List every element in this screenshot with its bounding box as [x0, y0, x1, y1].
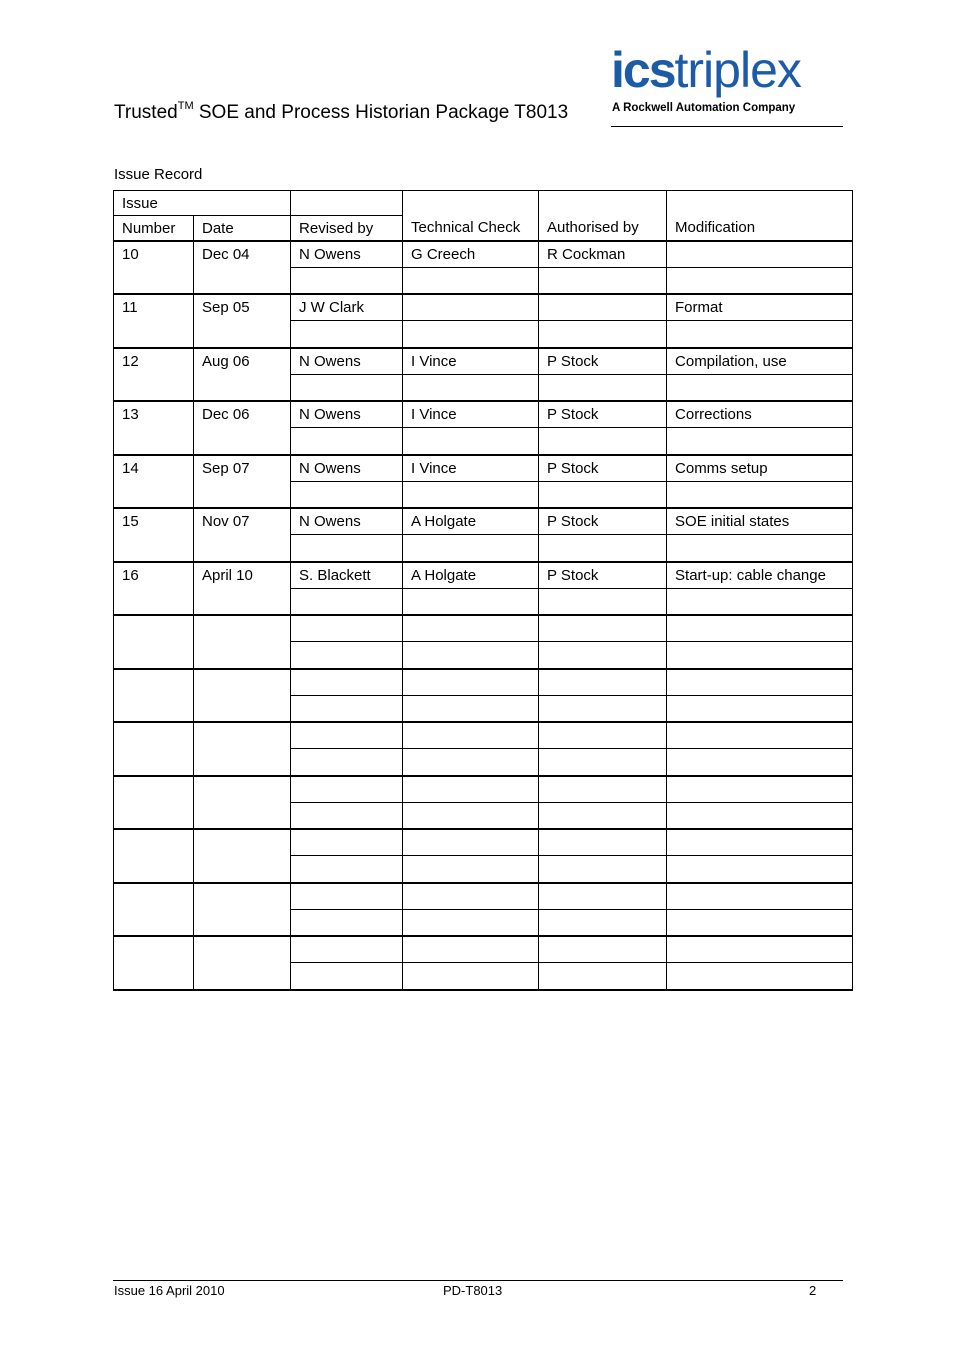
- issue-number-cell: 10: [114, 241, 194, 295]
- blank-cell: [403, 428, 539, 455]
- column-header-modification: Modification: [667, 191, 853, 241]
- blank-cell: [667, 856, 853, 883]
- issue-number-cell: [114, 669, 194, 723]
- authorised-by-cell: [539, 294, 667, 321]
- revised-by-cell: N Owens: [291, 401, 403, 428]
- blank-cell: [539, 802, 667, 829]
- blank-cell: [403, 374, 539, 401]
- table-row: [114, 241, 853, 268]
- blank-cell: [667, 535, 853, 562]
- revised-by-cell: [291, 776, 403, 803]
- authorised-by-cell: P Stock: [539, 401, 667, 428]
- blank-cell: [291, 695, 403, 722]
- footer-issue: Issue 16 April 2010: [114, 1283, 225, 1298]
- authorised-by-cell: [539, 669, 667, 696]
- blank-cell: [539, 481, 667, 508]
- issue-date-cell: [194, 776, 291, 830]
- blank-cell: [403, 909, 539, 936]
- column-header-date: Date: [194, 216, 291, 241]
- blank-cell: [403, 535, 539, 562]
- footer-rule: [113, 1280, 843, 1281]
- blank-cell: [403, 749, 539, 776]
- header-spacer: [291, 191, 403, 216]
- table-row: [114, 669, 853, 696]
- blank-cell: [403, 802, 539, 829]
- modification-cell: Comms setup: [667, 455, 853, 482]
- issue-record-table: [113, 190, 853, 991]
- blank-cell: [291, 749, 403, 776]
- table-row: [114, 829, 853, 856]
- blank-cell: [667, 267, 853, 294]
- table-row: [114, 508, 853, 535]
- issue-number-cell: [114, 615, 194, 669]
- technical-check-cell: [403, 615, 539, 642]
- blank-cell: [667, 802, 853, 829]
- modification-cell: Corrections: [667, 401, 853, 428]
- blank-cell: [667, 588, 853, 615]
- revised-by-cell: [291, 936, 403, 963]
- issue-number-cell: 11: [114, 294, 194, 348]
- blank-cell: [403, 963, 539, 990]
- blank-cell: [403, 481, 539, 508]
- issue-date-cell: [194, 615, 291, 669]
- issue-number-cell: 15: [114, 508, 194, 562]
- blank-cell: [291, 802, 403, 829]
- authorised-by-cell: [539, 776, 667, 803]
- revised-by-cell: N Owens: [291, 241, 403, 268]
- blank-cell: [403, 267, 539, 294]
- technical-check-cell: [403, 829, 539, 856]
- blank-cell: [291, 481, 403, 508]
- authorised-by-cell: [539, 615, 667, 642]
- authorised-by-cell: P Stock: [539, 508, 667, 535]
- modification-cell: SOE initial states: [667, 508, 853, 535]
- blank-cell: [539, 695, 667, 722]
- company-logo: [611, 42, 843, 122]
- revised-by-cell: N Owens: [291, 455, 403, 482]
- issue-date-cell: [194, 936, 291, 990]
- blank-cell: [403, 321, 539, 348]
- authorised-by-cell: P Stock: [539, 348, 667, 375]
- table-row: [114, 455, 853, 482]
- blank-cell: [667, 695, 853, 722]
- blank-cell: [403, 642, 539, 669]
- modification-cell: [667, 829, 853, 856]
- modification-cell: [667, 669, 853, 696]
- modification-cell: [667, 776, 853, 803]
- table-row: [114, 401, 853, 428]
- issue-date-cell: [194, 669, 291, 723]
- technical-check-cell: [403, 669, 539, 696]
- modification-cell: [667, 722, 853, 749]
- issue-number-cell: 14: [114, 455, 194, 509]
- issue-number-cell: [114, 883, 194, 937]
- blank-cell: [291, 374, 403, 401]
- column-header-revised-by: Revised by: [291, 216, 403, 241]
- footer-page-number: 2: [809, 1283, 817, 1298]
- technical-check-cell: I Vince: [403, 455, 539, 482]
- column-header-number: Number: [114, 216, 194, 241]
- section-label: Issue Record: [114, 166, 203, 183]
- technical-check-cell: A Holgate: [403, 508, 539, 535]
- blank-cell: [539, 374, 667, 401]
- revised-by-cell: [291, 615, 403, 642]
- blank-cell: [539, 428, 667, 455]
- blank-cell: [291, 428, 403, 455]
- authorised-by-cell: R Cockman: [539, 241, 667, 268]
- technical-check-cell: [403, 294, 539, 321]
- blank-cell: [539, 588, 667, 615]
- blank-cell: [291, 321, 403, 348]
- issue-date-cell: Sep 05: [194, 294, 291, 348]
- issue-date-cell: Dec 06: [194, 401, 291, 455]
- revised-by-cell: [291, 722, 403, 749]
- technical-check-cell: A Holgate: [403, 562, 539, 589]
- blank-cell: [539, 749, 667, 776]
- table-row: [114, 615, 853, 642]
- title-suffix: SOE and Process Historian Package T8013: [193, 102, 569, 123]
- blank-cell: [291, 267, 403, 294]
- modification-cell: Format: [667, 294, 853, 321]
- revised-by-cell: N Owens: [291, 348, 403, 375]
- revised-by-cell: N Owens: [291, 508, 403, 535]
- revised-by-cell: [291, 669, 403, 696]
- blank-cell: [539, 642, 667, 669]
- title-prefix: Trusted: [114, 102, 178, 123]
- blank-cell: [667, 321, 853, 348]
- blank-cell: [667, 481, 853, 508]
- blank-cell: [403, 588, 539, 615]
- authorised-by-cell: [539, 722, 667, 749]
- table-row: [114, 776, 853, 803]
- issue-date-cell: [194, 883, 291, 937]
- technical-check-cell: [403, 883, 539, 910]
- modification-cell: Start-up: cable change: [667, 562, 853, 589]
- blank-cell: [667, 642, 853, 669]
- revised-by-cell: [291, 829, 403, 856]
- blank-cell: [291, 856, 403, 883]
- table-header-row-1: [114, 191, 853, 216]
- modification-cell: [667, 615, 853, 642]
- blank-cell: [667, 749, 853, 776]
- blank-cell: [667, 428, 853, 455]
- logo-triplex: triplex: [674, 42, 801, 98]
- document-title: [114, 100, 568, 124]
- blank-cell: [667, 963, 853, 990]
- blank-cell: [539, 321, 667, 348]
- technical-check-cell: I Vince: [403, 401, 539, 428]
- blank-cell: [403, 856, 539, 883]
- issue-date-cell: Nov 07: [194, 508, 291, 562]
- table-row: [114, 883, 853, 910]
- logo-wordmark: [611, 42, 801, 98]
- technical-check-cell: [403, 776, 539, 803]
- issue-date-cell: [194, 722, 291, 776]
- blank-cell: [667, 909, 853, 936]
- blank-cell: [291, 642, 403, 669]
- technical-check-cell: [403, 722, 539, 749]
- issue-number-cell: [114, 829, 194, 883]
- issue-date-cell: April 10: [194, 562, 291, 616]
- trademark-superscript: TM: [177, 100, 194, 112]
- blank-cell: [539, 963, 667, 990]
- issue-date-cell: Aug 06: [194, 348, 291, 402]
- blank-cell: [291, 909, 403, 936]
- authorised-by-cell: P Stock: [539, 562, 667, 589]
- issue-group-header: Issue: [114, 191, 291, 216]
- authorised-by-cell: [539, 883, 667, 910]
- issue-number-cell: [114, 776, 194, 830]
- revised-by-cell: [291, 883, 403, 910]
- logo-ics: ics: [611, 42, 675, 98]
- blank-cell: [539, 856, 667, 883]
- authorised-by-cell: P Stock: [539, 455, 667, 482]
- logo-tagline: A Rockwell Automation Company: [612, 102, 796, 114]
- issue-number-cell: 16: [114, 562, 194, 616]
- technical-check-cell: I Vince: [403, 348, 539, 375]
- issue-date-cell: Sep 07: [194, 455, 291, 509]
- authorised-by-cell: [539, 936, 667, 963]
- blank-cell: [291, 963, 403, 990]
- table-row: [114, 562, 853, 589]
- issue-number-cell: 13: [114, 401, 194, 455]
- blank-cell: [667, 374, 853, 401]
- blank-cell: [539, 909, 667, 936]
- blank-cell: [291, 535, 403, 562]
- table-row: [114, 348, 853, 375]
- table-row: [114, 936, 853, 963]
- column-header-authorised-by: Authorised by: [539, 191, 667, 241]
- column-header-technical-check: Technical Check: [403, 191, 539, 241]
- footer-document-id: PD-T8013: [443, 1283, 503, 1298]
- technical-check-cell: G Creech: [403, 241, 539, 268]
- blank-cell: [539, 535, 667, 562]
- revised-by-cell: J W Clark: [291, 294, 403, 321]
- authorised-by-cell: [539, 829, 667, 856]
- table-row: [114, 294, 853, 321]
- revised-by-cell: S. Blackett: [291, 562, 403, 589]
- blank-cell: [403, 695, 539, 722]
- issue-number-cell: 12: [114, 348, 194, 402]
- technical-check-cell: [403, 936, 539, 963]
- modification-cell: [667, 936, 853, 963]
- blank-cell: [291, 588, 403, 615]
- blank-cell: [539, 267, 667, 294]
- issue-date-cell: [194, 829, 291, 883]
- modification-cell: [667, 241, 853, 268]
- table-row: [114, 722, 853, 749]
- issue-number-cell: [114, 936, 194, 990]
- issue-number-cell: [114, 722, 194, 776]
- header-rule: [611, 126, 843, 127]
- modification-cell: [667, 883, 853, 910]
- issue-date-cell: Dec 04: [194, 241, 291, 295]
- modification-cell: Compilation, use: [667, 348, 853, 375]
